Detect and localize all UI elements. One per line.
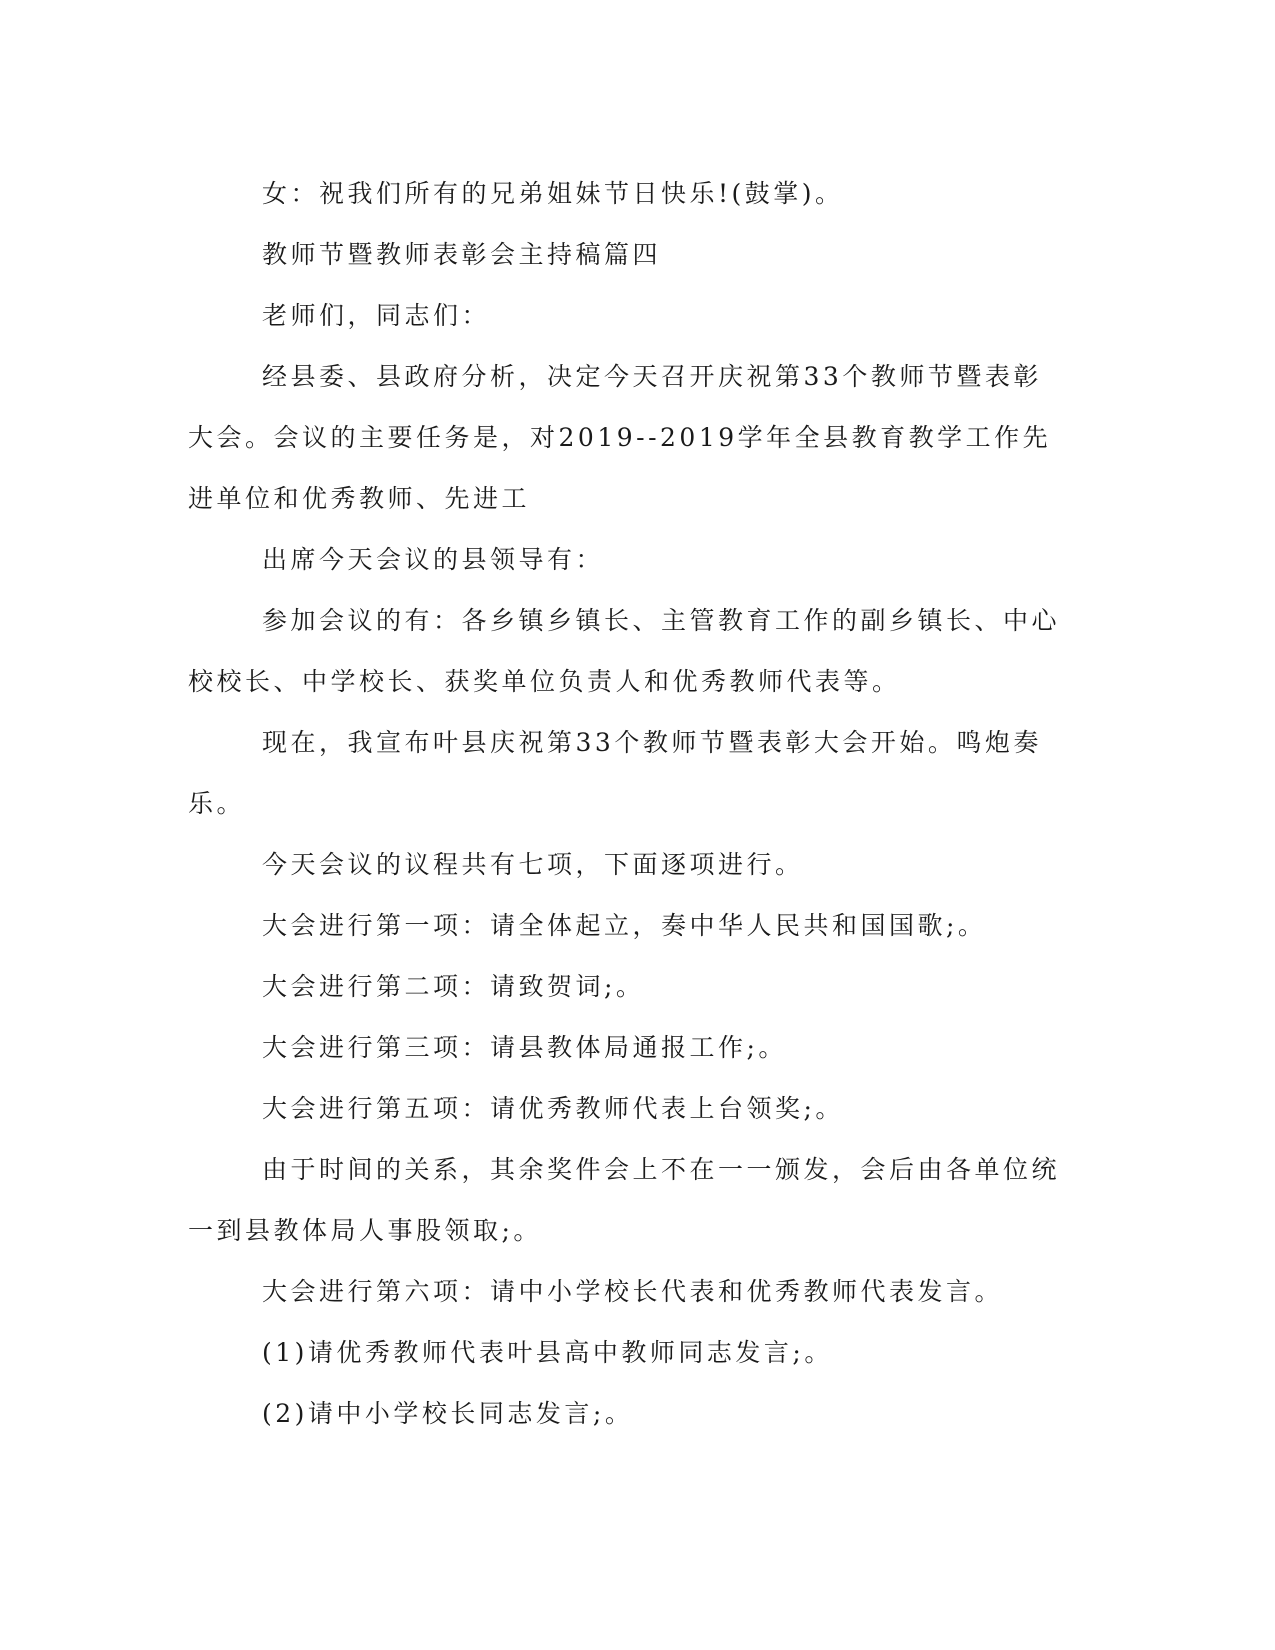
paragraph-speech-2: (2)请中小学校长同志发言;。: [262, 1399, 634, 1428]
paragraph-section-title: 教师节暨教师表彰会主持稿篇四: [262, 240, 662, 269]
paragraph-leaders-present: 出席今天会议的县领导有：: [262, 545, 605, 574]
paragraph-closing-wish: 女：祝我们所有的兄弟姐妹节日快乐!(鼓掌)。: [262, 179, 844, 208]
paragraph-speech-1: (1)请优秀教师代表叶县高中教师同志发言;。: [262, 1338, 833, 1367]
paragraph-awards-note: 由于时间的关系，其余奖件会上不在一一颁发，会后由各单位统一到县教体局人事股领取;。: [188, 1155, 1061, 1245]
paragraph-agenda-item-3: 大会进行第三项：请县教体局通报工作;。: [262, 1033, 787, 1062]
paragraph-agenda-item-2: 大会进行第二项：请致贺词;。: [262, 972, 645, 1001]
paragraph-greeting: 老师们，同志们：: [262, 301, 491, 330]
paragraph-opening: 现在，我宣布叶县庆祝第33个教师节暨表彰大会开始。鸣炮奏乐。: [188, 728, 1042, 818]
paragraph-attendees: 参加会议的有：各乡镇乡镇长、主管教育工作的副乡镇长、中心校校长、中学校长、获奖单位负责人和优秀教师代表等。: [188, 606, 1061, 696]
paragraph-agenda-intro: 今天会议的议程共有七项，下面逐项进行。: [262, 850, 804, 879]
paragraph-meeting-purpose: 经县委、县政府分析，决定今天召开庆祝第33个教师节暨表彰大会。会议的主要任务是，对2019--2019学年全县教育教学工作先进单位和优秀教师、先进工: [188, 362, 1052, 513]
document-body: [188, 163, 1068, 1444]
paragraph-agenda-item-6: 大会进行第六项：请中小学校长代表和优秀教师代表发言。: [262, 1277, 1004, 1306]
paragraph-agenda-item-1: 大会进行第一项：请全体起立，奏中华人民共和国国歌;。: [262, 911, 987, 940]
paragraph-agenda-item-5: 大会进行第五项：请优秀教师代表上台领奖;。: [262, 1094, 844, 1123]
